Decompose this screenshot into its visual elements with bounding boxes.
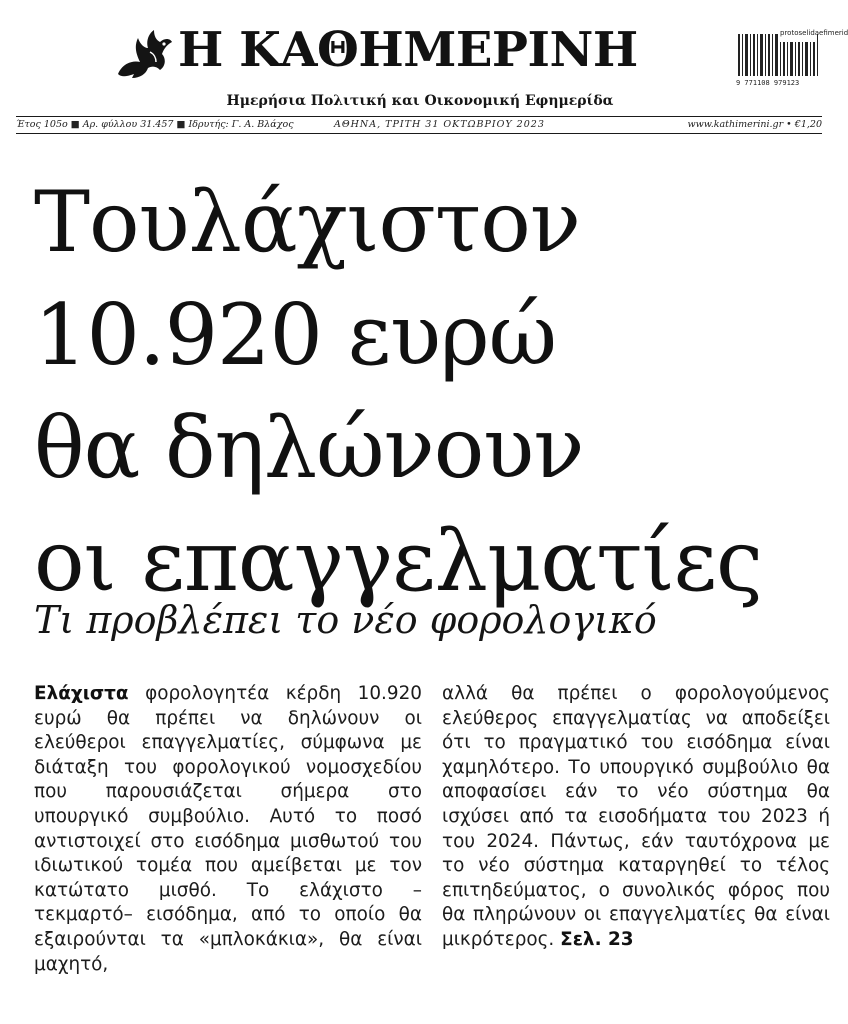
issue-info-bar — [16, 118, 822, 132]
subheadline: Τι προβλέπει το νέο φορολογικό — [34, 598, 657, 642]
barcode-icon — [736, 30, 820, 88]
web-price: www.kathimerini.gr • €1,20 — [687, 119, 822, 130]
article-column-right — [442, 682, 830, 953]
barcode-label: protoselidaefimerid — [780, 29, 848, 37]
newspaper-name: Η ΚΑΘΗΜΕΡΙΝΗ — [178, 22, 638, 78]
date-line: ΑΘΗΝΑ, ΤΡΙΤΗ 31 ΟΚΤΩΒΡΙΟΥ 2023 — [334, 119, 545, 130]
headline-line: 10.920 ευρώ — [34, 286, 557, 384]
headline-line: Τουλάχιστον — [34, 173, 580, 271]
griffin-icon — [112, 24, 176, 82]
lead-word: Ελάχιστα — [34, 683, 129, 704]
barcode-number: 9 771108 979123 — [736, 79, 800, 87]
newspaper-subtitle: Ημερήσια Πολιτική και Οικονομική Εφημερίδα — [226, 93, 614, 109]
headline-line: οι επαγγελματίες — [34, 512, 763, 610]
masthead — [0, 0, 848, 140]
page-reference: Σελ. 23 — [560, 928, 634, 950]
article-text: αλλά θα πρέπει ο φορολογούμενος ελεύθερος επαγγελματίας να αποδείξει ότι το πραγματικό του εισόδημα είναι χαμηλότερο. Το υπουργικό συμβούλιο θα αποφασίσει εάν το νέο σύστημα θα ισχύσει από τα εισοδήματα του 2023 ή του 2024. Πάντως, εάν ταυτόχρονα με το νέο σύστημα καταργηθεί το τέλος επιτηδεύματος, ο συνολικός φόρος που θα πληρώνουν οι επαγγελματίες θα είναι μικρότερος. — [442, 683, 830, 950]
divider — [16, 133, 822, 134]
divider — [16, 116, 822, 117]
headline-line: θα δηλώνουν — [34, 399, 584, 497]
article-text: φορολογητέα κέρδη 10.920 ευρώ θα πρέπει να δηλώνουν οι ελεύθεροι επαγγελματίες, σύμφωνα με διάταξη του φορολογικού νομοσχεδίου που παρουσιάζεται σήμερα στο υπουργικό συμβούλιο. Αυτό το ποσό αντιστοιχεί στο εισόδημα μισθωτού του ιδιωτικού τομέα που αμείβεται με τον κατώτατο μισθό. Το ελάχιστο –τεκμαρτό– εισόδημα, από το οποίο θα εξαιρούνται τα «μπλοκάκια», θα είναι μαχητό, — [34, 683, 422, 975]
main-headline — [34, 166, 824, 618]
issue-info: Έτος 105ο ■ Αρ. φύλλου 31.457 ■ Ιδρυτής: Γ. Α. Βλάχος — [16, 119, 294, 130]
article-column-left — [34, 682, 422, 977]
